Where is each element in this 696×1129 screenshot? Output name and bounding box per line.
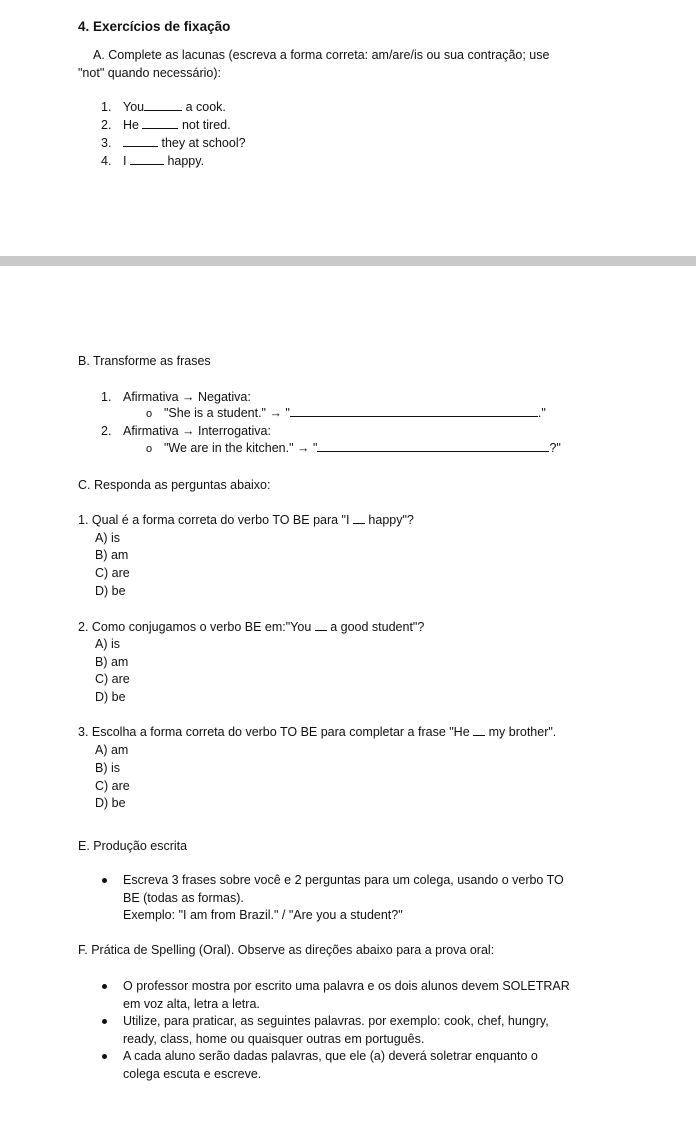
sentence-end: ?": [549, 441, 561, 455]
fill-blank[interactable]: [144, 99, 182, 111]
sentence-text: "She is a student." → ": [164, 406, 290, 420]
q2-option-d[interactable]: D) be: [95, 690, 126, 704]
part-a-item-4: [101, 153, 204, 169]
item-label: Afirmativa → Negativa:: [123, 390, 251, 404]
item-number: 1.: [101, 390, 112, 404]
bullet-dot: [102, 984, 107, 989]
item-after: happy.: [167, 154, 205, 168]
question-3: [78, 724, 556, 740]
question-text: 1. Qual é a forma correta do verbo TO BE para "I: [78, 513, 353, 527]
part-b-item-2-sentence: [146, 440, 561, 457]
part-e-line1: Escreva 3 frases sobre você e 2 perguntas para um colega, usando o verbo TO: [123, 873, 564, 887]
part-b-item-2-label: [101, 423, 271, 439]
q1-option-b[interactable]: B) am: [95, 548, 129, 562]
part-e-title: E. Produção escrita: [78, 839, 188, 853]
part-e-example: Exemplo: "I am from Brazil." / "Are you a student?": [123, 908, 403, 922]
q1-option-c[interactable]: C) are: [95, 566, 130, 580]
part-c-title: C. Responda as perguntas abaixo:: [78, 478, 271, 492]
fill-blank[interactable]: [142, 117, 178, 129]
item-number: 4.: [101, 154, 112, 168]
part-b-item-1-label: [101, 389, 251, 405]
q1-option-d[interactable]: D) be: [95, 584, 126, 598]
part-f-bullet2-line1: Utilize, para praticar, as seguintes palavras. por exemplo: cook, chef, hungry,: [123, 1014, 549, 1028]
part-b-title: B. Transforme as frases: [78, 354, 211, 368]
question-blank: [353, 512, 365, 524]
question-text-end: a good student"?: [326, 620, 425, 634]
sentence-text: "We are in the kitchen." → ": [164, 441, 318, 455]
q3-option-a[interactable]: A) am: [95, 743, 129, 757]
question-text: 2. Como conjugamos o verbo BE em:"You: [78, 620, 315, 634]
part-a-item-1: [101, 99, 226, 115]
item-number: 1.: [101, 100, 112, 114]
item-before: I: [123, 154, 127, 168]
fill-blank[interactable]: [130, 153, 164, 165]
part-e-line2: BE (todas as formas).: [123, 891, 244, 905]
bullet-dot: [102, 878, 107, 883]
question-text-end: happy"?: [364, 513, 414, 527]
item-before: You: [123, 100, 145, 114]
part-f-bullet2-line2: ready, class, home ou quaisquer outras em português.: [123, 1032, 425, 1046]
q1-option-a[interactable]: A) is: [95, 531, 120, 545]
q2-option-c[interactable]: C) are: [95, 672, 130, 686]
question-blank: [315, 619, 327, 631]
answer-blank[interactable]: [317, 440, 549, 452]
q3-option-b[interactable]: B) is: [95, 761, 120, 775]
q3-option-d[interactable]: D) be: [95, 796, 126, 810]
part-a-item-3: [101, 135, 246, 151]
fill-blank[interactable]: [123, 135, 158, 147]
item-after: they at school?: [161, 136, 246, 150]
part-f-title: F. Prática de Spelling (Oral). Observe as direções abaixo para a prova oral:: [78, 943, 495, 957]
question-text-end: my brother".: [485, 725, 557, 739]
bullet-dot: [102, 1054, 107, 1059]
item-label: Afirmativa → Interrogativa:: [123, 424, 271, 438]
page-separator: [0, 256, 696, 266]
item-number: 3.: [101, 136, 112, 150]
q2-option-a[interactable]: A) is: [95, 637, 120, 651]
question-blank: [473, 724, 485, 736]
q2-option-b[interactable]: B) am: [95, 655, 129, 669]
item-number: 2.: [101, 424, 112, 438]
part-b-item-1-sentence: [146, 405, 546, 422]
circle-bullet: o: [146, 408, 153, 420]
part-f-bullet1-line2: em voz alta, letra a letra.: [123, 997, 260, 1011]
part-a-item-2: [101, 117, 231, 133]
part-a-instruction-line1: A. Complete as lacunas (escreva a forma correta: am/are/is ou sua contração; use: [93, 48, 550, 62]
item-after: a cook.: [185, 100, 226, 114]
part-f-bullet3-line1: A cada aluno serão dadas palavras, que ele (a) deverá soletrar enquanto o: [123, 1049, 538, 1063]
part-f-bullet1-line1: O professor mostra por escrito uma palavra e os dois alunos devem SOLETRAR: [123, 979, 570, 993]
item-number: 2.: [101, 118, 112, 132]
question-1: [78, 512, 414, 528]
q3-option-c[interactable]: C) are: [95, 779, 130, 793]
item-after: not tired.: [181, 118, 231, 132]
part-f-bullet3-line2: colega escuta e escreve.: [123, 1067, 262, 1081]
question-text: 3. Escolha a forma correta do verbo TO BE para completar a frase "He: [78, 725, 474, 739]
question-2: [78, 619, 424, 635]
item-before: He: [123, 118, 139, 132]
part-a-instruction-line2: "not" quando necessário):: [78, 66, 221, 80]
sentence-end: .": [537, 406, 546, 420]
section-title: 4. Exercícios de fixação: [78, 19, 231, 34]
circle-bullet: o: [146, 443, 153, 455]
bullet-dot: [102, 1019, 107, 1024]
answer-blank[interactable]: [290, 405, 538, 417]
